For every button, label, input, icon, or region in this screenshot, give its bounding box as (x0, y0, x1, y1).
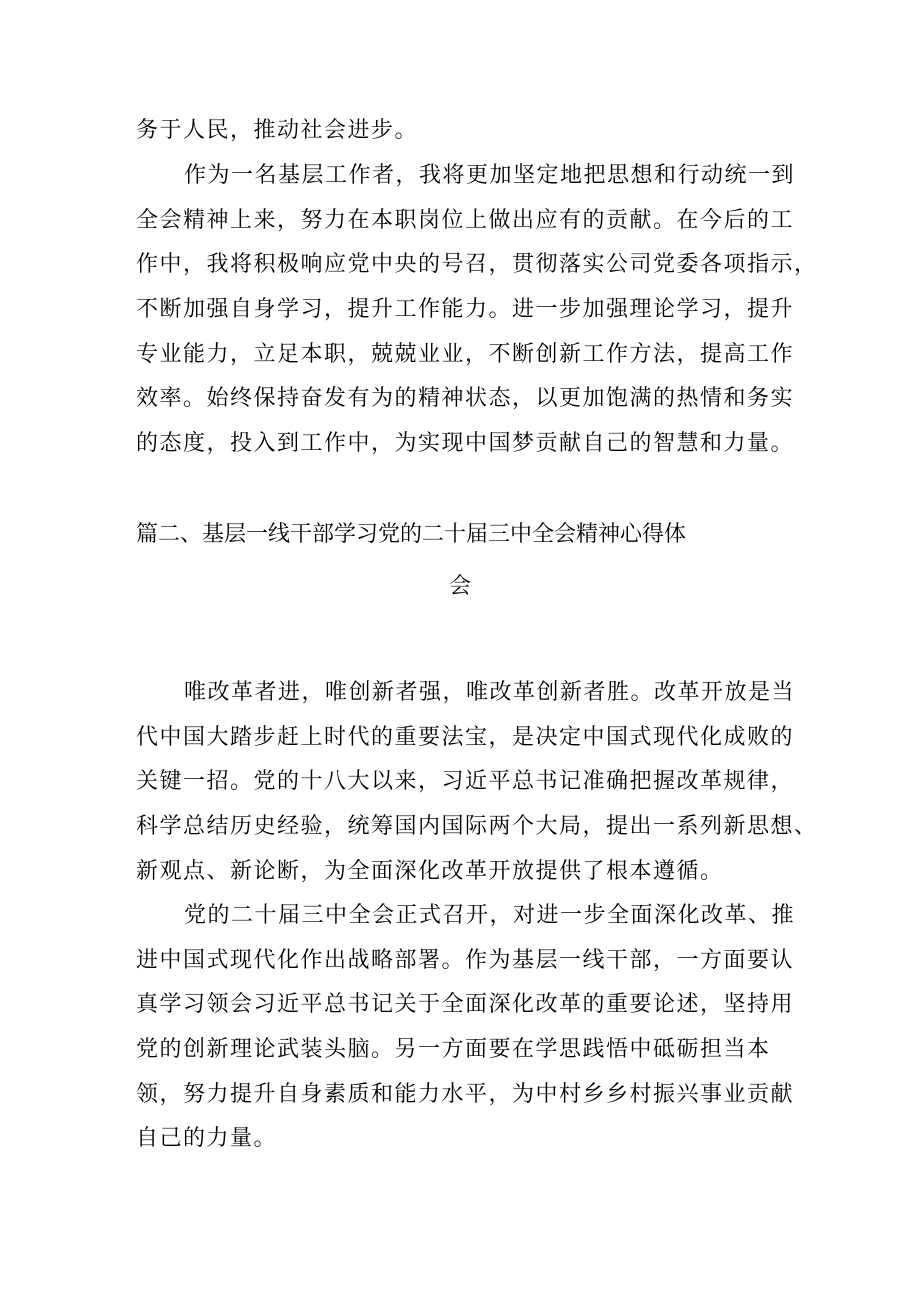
paragraph-line: 代中国大踏步赶上时代的重要法宝，是决定中国式现代化成败的 (136, 725, 795, 750)
paragraph-line: 新观点、新论断，为全面深化改革开放提供了根本遵循。 (136, 859, 724, 884)
paragraph-line: 进中国式现代化作出战略部署。作为基层一线干部，一方面要认 (136, 948, 795, 973)
paragraph-line: 领，努力提升自身素质和能力水平，为中村乡乡村振兴事业贡献 (136, 1082, 795, 1107)
paragraph-line: 关键一招。党的十八大以来，习近平总书记准确把握改革规律， (136, 769, 795, 794)
paragraph-line: 的态度，投入到工作中，为实现中国梦贡献自己的智慧和力量。 (136, 431, 795, 456)
paragraph-line: 效率。始终保持奋发有为的精神状态，以更加饱满的热情和务实 (136, 386, 795, 411)
paragraph-line: 唯改革者进，唯创新者强，唯改革创新者胜。改革开放是当 (184, 680, 796, 705)
paragraph-line: 务于人民，推动社会进步。 (136, 118, 419, 143)
paragraph-line: 作为一名基层工作者，我将更加坚定地把思想和行动统一到 (184, 163, 796, 188)
paragraph-line: 党的二十届三中全会正式召开，对进一步全面深化改革、推 (184, 903, 796, 928)
paragraph-line: 科学总结历史经验，统筹国内国际两个大局，提出一系列新思想、 (136, 814, 818, 839)
section-title: 篇二、基层一线干部学习党的二十届三中全会精神心得体 (136, 522, 687, 547)
section-title-continuation: 会 (449, 574, 472, 599)
paragraph-line: 不断加强自身学习，提升工作能力。进一步加强理论学习，提升 (136, 297, 795, 322)
paragraph-line: 党的创新理论武装头脑。另一方面要在学思践悟中砥砺担当本 (136, 1037, 771, 1062)
paragraph-line: 全会精神上来，努力在本职岗位上做出应有的贡献。在今后的工 (136, 208, 795, 233)
paragraph-line: 自己的力量。 (136, 1126, 278, 1151)
paragraph-line: 作中，我将积极响应党中央的号召，贯彻落实公司党委各项指示， (136, 252, 818, 277)
paragraph-line: 专业能力，立足本职，兢兢业业，不断创新工作方法，提高工作 (136, 342, 795, 367)
paragraph-line: 真学习领会习近平总书记关于全面深化改革的重要论述，坚持用 (136, 992, 795, 1017)
